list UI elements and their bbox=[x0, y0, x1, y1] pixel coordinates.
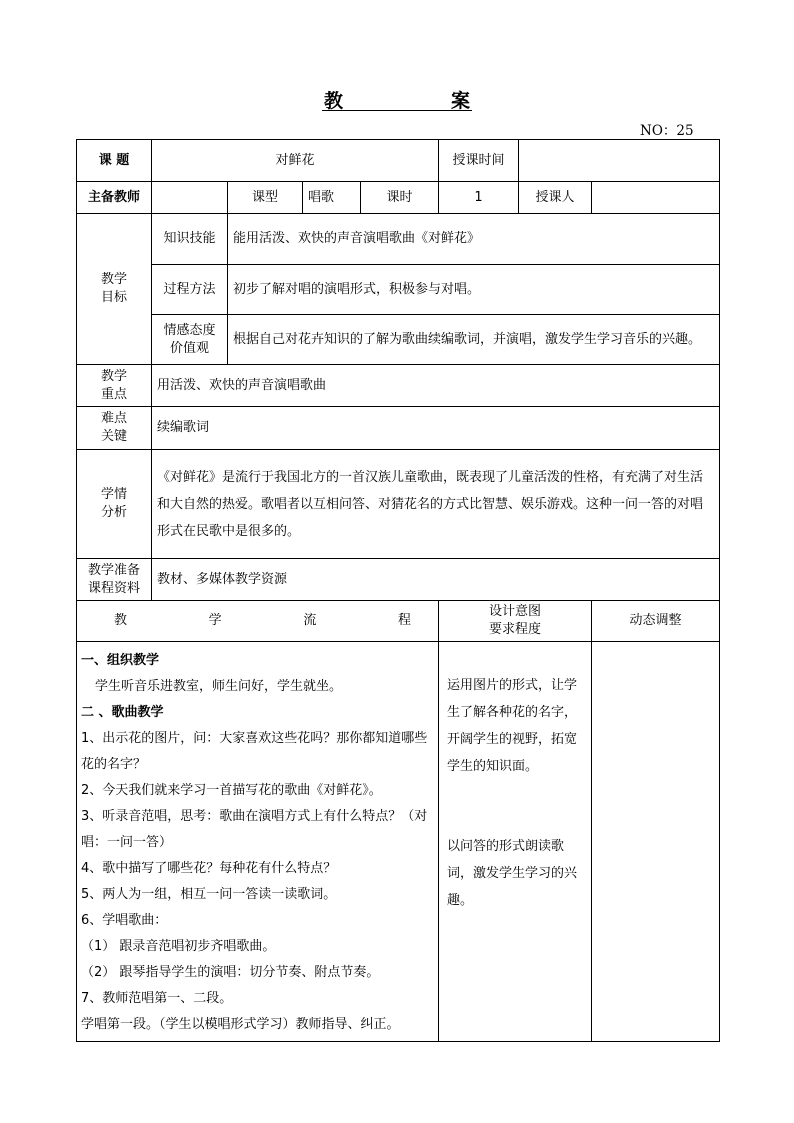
goal-emotion-text: 根据自己对花卉知识的了解为歌曲续编歌词，并演唱，激发学生学习音乐的兴趣。 bbox=[228, 315, 720, 365]
time-value bbox=[519, 140, 720, 182]
type-value: 唱歌 bbox=[303, 182, 361, 214]
difficulty-text: 续编歌词 bbox=[152, 407, 720, 450]
analysis-text: 《对鲜花》是流行于我国北方的一首汉族儿童歌曲，既表现了儿童活泼的性格，有充满了对生活和大自然的热爱。歌唱者以互相问答、对猜花名的方式比智慧、娱乐游戏。这种一问一答的对唱形式在民歌中是很多的。 bbox=[152, 450, 720, 559]
intent-header bbox=[439, 601, 592, 642]
difficulty-label bbox=[77, 407, 152, 450]
process-line: 1、出示花的图片，问：大家喜欢这些花吗？那你都知道哪些花的名字？ bbox=[81, 731, 428, 772]
row-goal-emotion bbox=[77, 315, 720, 365]
row-goal-knowledge bbox=[77, 214, 720, 265]
process-header-char1: 教 bbox=[114, 613, 128, 628]
intent-header-line1: 设计意图 bbox=[489, 604, 542, 619]
goals-label bbox=[77, 214, 152, 365]
goals-label-line2: 目标 bbox=[100, 290, 127, 305]
row-difficulty bbox=[77, 407, 720, 450]
process-line: 6、学唱歌曲： bbox=[81, 913, 168, 928]
intent-text-2: 以问答的形式朗读歌词，激发学生学习的兴趣。 bbox=[447, 839, 578, 908]
process-line: 一、组织教学 bbox=[81, 653, 160, 668]
adjust-content bbox=[592, 642, 720, 1042]
lecturer-value bbox=[592, 182, 720, 214]
materials-label-line2: 课程资料 bbox=[87, 580, 140, 596]
goal-knowledge-text: 能用活泼、欢快的声音演唱歌曲《对鲜花》 bbox=[228, 214, 720, 265]
document-title bbox=[322, 86, 472, 111]
analysis-label-line1: 学情 bbox=[100, 487, 127, 502]
row-subject bbox=[77, 140, 720, 182]
process-line: 3、听录音范唱，思考：歌曲在演唱方式上有什么特点？（对唱：一问一答） bbox=[81, 809, 428, 850]
intent-text-1: 运用图片的形式，让学生了解各种花的名字，开阔学生的视野，拓宽学生的知识面。 bbox=[447, 678, 578, 774]
process-content bbox=[77, 642, 439, 1042]
analysis-label-line2: 分析 bbox=[100, 505, 127, 520]
subject-label: 课 题 bbox=[77, 140, 152, 182]
type-label: 课型 bbox=[228, 182, 303, 214]
title-char-2: 案 bbox=[450, 90, 470, 112]
process-header-char3: 流 bbox=[303, 613, 317, 628]
process-line: （2） 跟琴指导学生的演唱：切分节奏、附点节奏。 bbox=[81, 965, 380, 980]
hours-label: 课时 bbox=[361, 182, 439, 214]
row-goal-process bbox=[77, 265, 720, 315]
goal-emotion-label-line1: 情感态度 bbox=[163, 322, 216, 338]
process-line: （1） 跟录音范唱初步齐唱歌曲。 bbox=[81, 939, 276, 954]
goals-label-line1: 教学 bbox=[100, 272, 127, 287]
analysis-label bbox=[77, 450, 152, 559]
process-line: 二 、歌曲教学 bbox=[81, 705, 164, 720]
lecturer-label: 授课人 bbox=[519, 182, 592, 214]
time-label: 授课时间 bbox=[439, 140, 519, 182]
materials-text: 教材、多媒体教学资源 bbox=[152, 559, 720, 601]
intent-content bbox=[439, 642, 592, 1042]
process-line: 2、今天我们就来学习一首描写花的歌曲《对鲜花》。 bbox=[81, 783, 382, 798]
hours-value: 1 bbox=[439, 182, 519, 214]
focus-label bbox=[77, 365, 152, 407]
goal-knowledge-label: 知识技能 bbox=[152, 214, 228, 265]
row-teacher bbox=[77, 182, 720, 214]
materials-label-line1: 教学准备 bbox=[87, 562, 140, 578]
focus-text: 用活泼、欢快的声音演唱歌曲 bbox=[152, 365, 720, 407]
goal-emotion-label-line2: 价值观 bbox=[169, 340, 209, 356]
row-materials bbox=[77, 559, 720, 601]
process-line: 学生听音乐进教室，师生问好，学生就坐。 bbox=[95, 679, 343, 694]
subject-value: 对鲜花 bbox=[152, 140, 439, 182]
process-line: 7、教师范唱第一、二段。 bbox=[81, 991, 233, 1006]
goal-process-label: 过程方法 bbox=[152, 265, 228, 315]
intent-header-line2: 要求程度 bbox=[489, 622, 542, 637]
row-process-body bbox=[77, 642, 720, 1042]
process-line: 学唱第一段。（学生以模唱形式学习）教师指导、纠正。 bbox=[81, 1017, 400, 1032]
teacher-value bbox=[152, 182, 228, 214]
process-line: 4、歌中描写了哪些花？每种花有什么特点？ bbox=[81, 861, 337, 876]
process-header-char4: 程 bbox=[397, 613, 411, 628]
row-process-header bbox=[77, 601, 720, 642]
teacher-label: 主备教师 bbox=[77, 182, 152, 214]
materials-label bbox=[77, 559, 152, 601]
lesson-plan-table bbox=[76, 139, 720, 1042]
goal-process-text: 初步了解对唱的演唱形式，积极参与对唱。 bbox=[228, 265, 720, 315]
focus-label-line1: 教学 bbox=[100, 368, 127, 384]
focus-label-line2: 重点 bbox=[100, 386, 127, 402]
goal-emotion-label bbox=[152, 315, 228, 365]
adjust-header: 动态调整 bbox=[592, 601, 720, 642]
difficulty-label-line2: 关键 bbox=[100, 429, 127, 444]
difficulty-label-line1: 难点 bbox=[100, 411, 127, 426]
process-line: 5、两人为一组，相互一问一答读一读歌词。 bbox=[81, 887, 337, 902]
row-analysis bbox=[77, 450, 720, 559]
row-focus bbox=[77, 365, 720, 407]
document-number: NO：25 bbox=[640, 123, 694, 139]
title-char-1: 教 bbox=[324, 90, 344, 112]
process-header-char2: 学 bbox=[208, 613, 222, 628]
process-header bbox=[77, 601, 439, 642]
